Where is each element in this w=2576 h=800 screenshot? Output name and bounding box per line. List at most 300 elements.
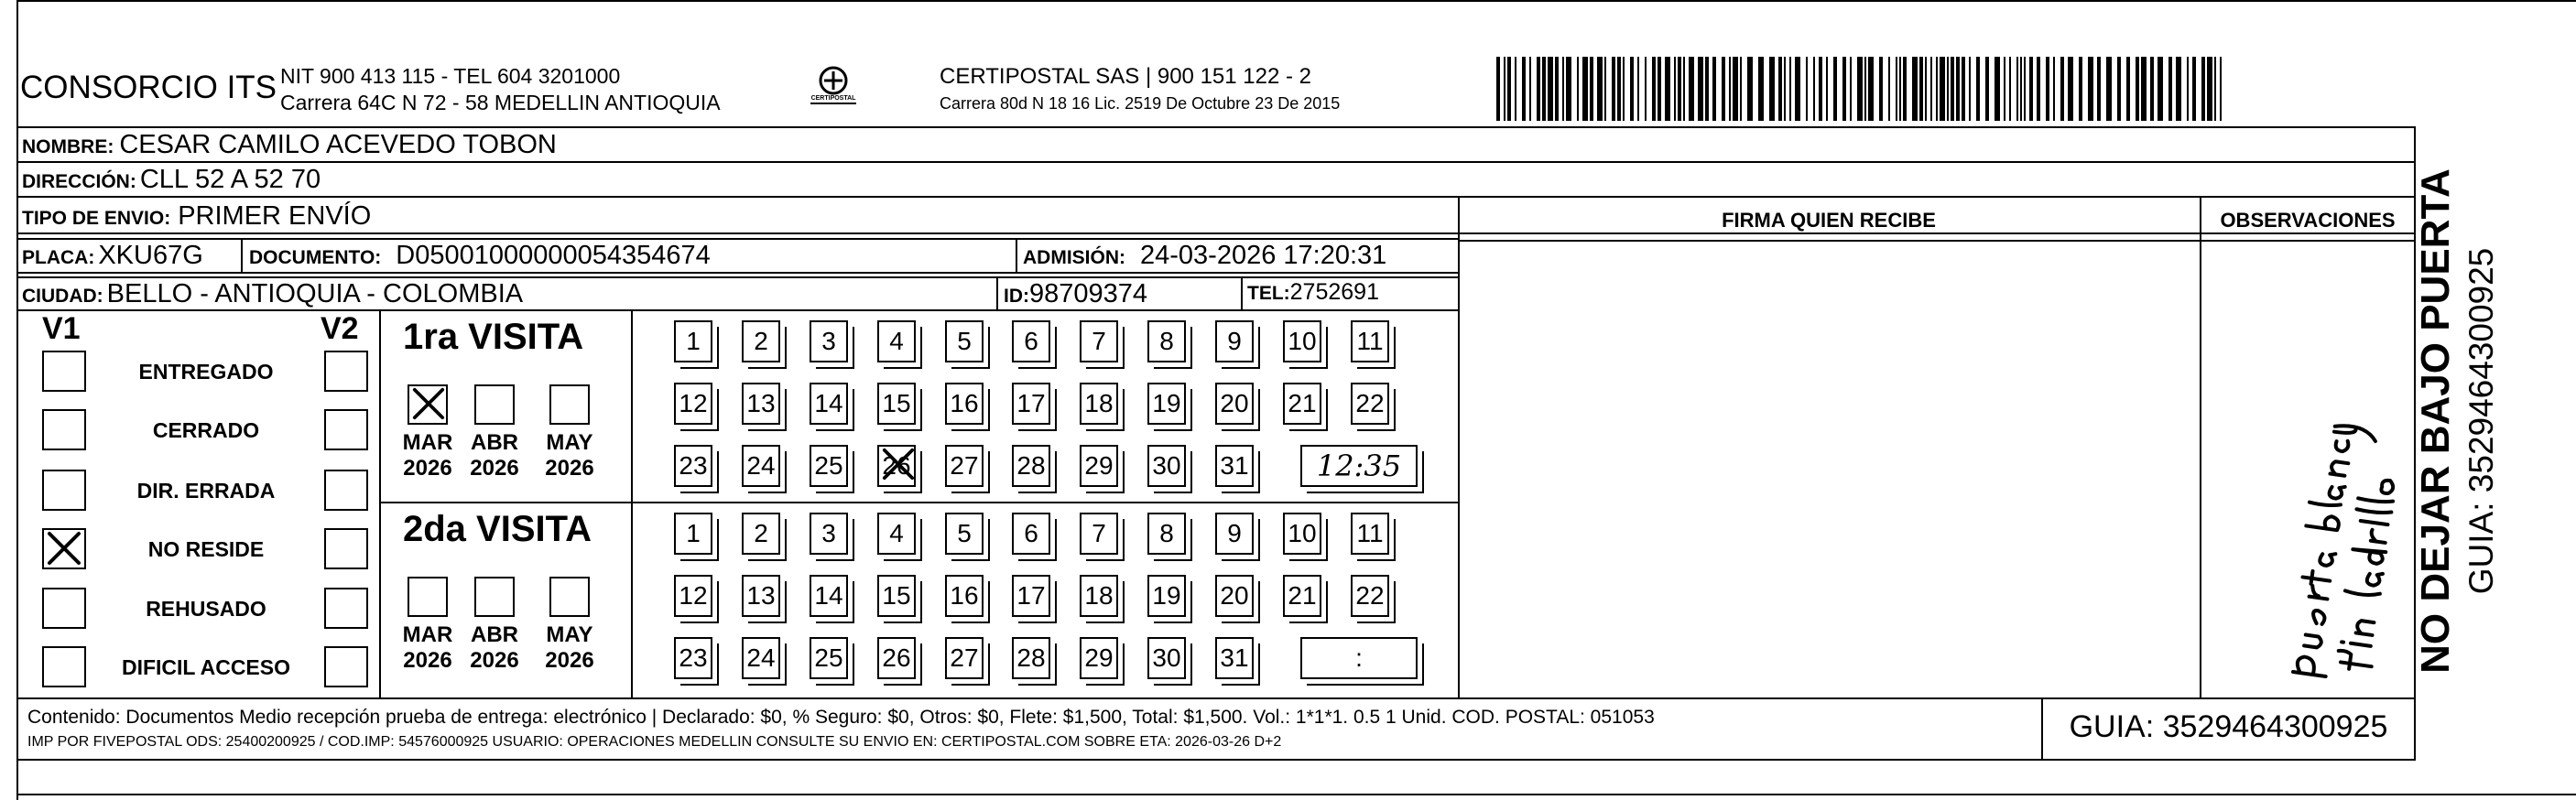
barcode-bar: [2046, 57, 2049, 121]
barcode-bar: [1548, 57, 1553, 121]
barcode-bar: [1925, 57, 1927, 121]
col-line: [1458, 198, 1460, 697]
id-label: ID:: [1004, 286, 1029, 307]
col-line: [1241, 276, 1243, 309]
barcode-bar: [1665, 57, 1670, 121]
month-label: [396, 430, 460, 481]
row-line: [16, 238, 1458, 240]
day-number: 2: [754, 327, 768, 355]
day-box[interactable]: [945, 320, 984, 362]
day-number: 19: [1152, 389, 1181, 417]
day-number: 14: [814, 581, 843, 610]
page-edge-bottom: [16, 794, 2576, 795]
side-guide: GUIA: 3529464300925: [2462, 247, 2500, 595]
document-label: DOCUMENTO:: [249, 247, 382, 268]
status-label: ENTREGADO: [138, 360, 274, 384]
address-label: DIRECCIÓN:: [22, 171, 136, 192]
barcode-bar: [1758, 57, 1764, 121]
barcode-bar: [1951, 57, 1954, 121]
barcode-bar: [2004, 57, 2005, 121]
day-number: 23: [679, 451, 708, 480]
barcode-bar: [1806, 57, 1808, 121]
day-box[interactable]: [1147, 383, 1186, 425]
barcode-bar: [2141, 57, 2147, 121]
barcode-bar: [1566, 57, 1571, 121]
barcode-bar: [1729, 57, 1731, 121]
barcode-bar: [2024, 57, 2026, 121]
barcode-bar: [1826, 57, 1828, 121]
barcode-bar: [1590, 57, 1593, 121]
day-number: 12: [679, 581, 708, 610]
visit-title: 1ra VISITA: [403, 317, 584, 357]
barcode-bar: [1537, 57, 1540, 121]
day-number: 25: [814, 643, 843, 672]
month-label: [396, 622, 460, 674]
check-mark-icon: [411, 386, 446, 421]
col-line: [241, 238, 243, 273]
month-name: MAY: [546, 622, 593, 647]
city-value: BELLO - ANTIOQUIA - COLOMBIA: [106, 279, 524, 308]
barcode-bar: [1582, 57, 1588, 121]
barcode-bar: [1597, 57, 1603, 121]
day-number: 11: [1356, 327, 1384, 355]
company-nit: NIT 900 413 115 - TEL 604 3201000: [280, 64, 621, 88]
barcode-bar: [1645, 57, 1647, 121]
day-box[interactable]: [810, 445, 848, 487]
day-number: 2: [754, 519, 768, 547]
side-text: [2413, 165, 2550, 677]
day-box[interactable]: [742, 445, 780, 487]
day-number: 29: [1084, 643, 1114, 672]
month-checkbox[interactable]: [474, 384, 515, 425]
barcode-bar: [1542, 57, 1546, 121]
barcode-bar: [2079, 57, 2082, 121]
barcode-bar: [2126, 57, 2130, 121]
day-box[interactable]: [810, 513, 848, 555]
barcode-bar: [1612, 57, 1615, 121]
day-box[interactable]: [742, 383, 780, 425]
day-number: 16: [950, 389, 979, 417]
day-number: 3: [821, 519, 836, 547]
day-number: 20: [1220, 389, 1249, 417]
day-number: 12: [679, 389, 708, 417]
col-line: [379, 309, 381, 697]
imp-line: IMP POR FIVEPOSTAL ODS: 25400200925 / COD.IMP: 54576000925 USUARIO: OPERACIONES MEDELLIN CONSULTE SU ENVIO EN: CERTIPOSTAL.COM SOBRE ETA: 2026-03-26 D+2: [27, 734, 1282, 750]
barcode-bar: [1868, 57, 1874, 121]
day-number: 10: [1288, 519, 1317, 547]
barcode-bar: [1778, 57, 1782, 121]
day-box[interactable]: [877, 513, 916, 555]
day-number: 30: [1152, 643, 1181, 672]
month-label: [462, 430, 527, 481]
month-name: ABR: [471, 622, 518, 647]
barcode-bar: [1833, 57, 1837, 121]
barcode-bar: [2020, 57, 2022, 121]
day-number: 15: [882, 581, 911, 610]
time-box[interactable]: [1300, 637, 1418, 679]
visit-title: 2da VISITA: [403, 509, 592, 549]
v1-checkbox[interactable]: [42, 470, 86, 511]
barcode-bar: [2158, 57, 2163, 121]
day-box[interactable]: [1147, 575, 1186, 617]
day-box[interactable]: [674, 383, 712, 425]
col-line: [996, 276, 998, 309]
month-name: ABR: [471, 430, 518, 455]
day-box[interactable]: [1080, 513, 1118, 555]
day-number: 24: [746, 643, 776, 672]
col-line: [1016, 238, 1017, 273]
barcode-bar: [2168, 57, 2172, 121]
day-box[interactable]: [810, 383, 848, 425]
col-line: [631, 309, 633, 697]
tel-label: TEL:: [1247, 283, 1290, 304]
day-box[interactable]: [1283, 575, 1321, 617]
month-checkbox[interactable]: [549, 577, 590, 617]
day-box[interactable]: [1351, 320, 1389, 362]
barcode-bar: [1976, 57, 1980, 121]
day-box[interactable]: [877, 637, 916, 679]
day-box[interactable]: [1012, 320, 1050, 362]
barcode-bar: [1930, 57, 1932, 121]
day-box[interactable]: [877, 320, 916, 362]
day-box[interactable]: [742, 637, 780, 679]
day-box[interactable]: [1147, 320, 1186, 362]
city-row: [22, 279, 523, 309]
barcode-bar: [1652, 57, 1656, 121]
barcode-bar: [1504, 57, 1505, 121]
day-box[interactable]: [1215, 513, 1254, 555]
day-number: 21: [1288, 389, 1317, 417]
v1-checkbox[interactable]: [42, 588, 86, 629]
month-name: MAR: [402, 430, 453, 455]
day-box[interactable]: [1215, 575, 1254, 617]
document-row: [249, 241, 711, 271]
day-box[interactable]: [877, 383, 916, 425]
barcode-bar: [1577, 57, 1579, 121]
day-number: 19: [1152, 581, 1181, 610]
day-number: 31: [1220, 451, 1249, 480]
barcode-bar: [1903, 57, 1907, 121]
day-box[interactable]: [1012, 513, 1050, 555]
carrier-license: Carrera 80d N 18 16 Lic. 2519 De Octubre 23 De 2015: [940, 94, 1341, 113]
barcode-bar: [1962, 57, 1965, 121]
day-box[interactable]: [1147, 637, 1186, 679]
visit-time: 12:35: [1316, 449, 1402, 483]
day-number: 17: [1016, 581, 1046, 610]
day-box[interactable]: [810, 320, 848, 362]
barcode-bar: [2088, 57, 2093, 121]
day-box[interactable]: [742, 320, 780, 362]
day-box[interactable]: [1283, 383, 1321, 425]
day-box[interactable]: [1147, 513, 1186, 555]
month-label: [538, 622, 602, 674]
row-line: [16, 697, 2416, 699]
v2-checkbox[interactable]: [324, 588, 368, 629]
barcode-bar: [2097, 57, 2101, 121]
barcode-bar: [2068, 57, 2073, 121]
v2-checkbox[interactable]: [324, 528, 368, 569]
day-box[interactable]: [742, 575, 780, 617]
barcode-bar: [1683, 57, 1685, 121]
v1-checkbox[interactable]: [42, 646, 86, 687]
day-box[interactable]: [1351, 575, 1389, 617]
barcode-bar: [2192, 57, 2196, 121]
status-label: CERRADO: [152, 418, 260, 442]
tel-row: [1247, 279, 1379, 306]
day-box[interactable]: [1215, 445, 1254, 487]
day-number: 9: [1227, 519, 1242, 547]
day-number: 25: [814, 451, 843, 480]
day-box[interactable]: [1012, 445, 1050, 487]
day-number: 15: [882, 389, 911, 417]
barcode-bar: [1896, 57, 1897, 121]
content-line: Contenido: Documentos Medio recepción prueba de entrega: electrónico | Declarado: $0, % Seguro: $0, Otros: $0, Flete: $1,500, Total: $1,500. Vol.: 1*1*1. 0.5 1 Unid. COD. POSTAL: 051053: [27, 707, 1655, 728]
barcode-bar: [2220, 57, 2222, 121]
month-year: 2026: [545, 456, 594, 481]
barcode-bar: [2053, 57, 2055, 121]
barcode-bar: [1864, 57, 1866, 121]
month-name: MAR: [402, 622, 453, 647]
day-box[interactable]: [1215, 320, 1254, 362]
day-box[interactable]: [1012, 383, 1050, 425]
day-box[interactable]: [1351, 513, 1389, 555]
day-number: 7: [1092, 519, 1106, 547]
v2-checkbox[interactable]: [324, 470, 368, 511]
day-number: 24: [746, 451, 776, 480]
barcode-bar: [1985, 57, 1989, 121]
day-number: 23: [679, 643, 708, 672]
barcode-bar: [2106, 57, 2112, 121]
day-number: 27: [950, 643, 979, 672]
time-box[interactable]: [1300, 445, 1418, 487]
carrier-name: CERTIPOSTAL SAS | 900 151 122 - 2: [940, 64, 1311, 89]
barcode-bar: [2009, 57, 2011, 121]
barcode-bar: [2117, 57, 2121, 121]
day-box[interactable]: [1012, 637, 1050, 679]
day-box[interactable]: [1283, 513, 1321, 555]
barcode-bar: [1740, 57, 1742, 121]
day-box[interactable]: [1012, 575, 1050, 617]
row-line: [16, 161, 2416, 163]
day-box[interactable]: [1080, 575, 1118, 617]
observations-handwriting: [2201, 242, 2416, 696]
month-checkbox[interactable]: [408, 384, 448, 425]
barcode-bar: [2201, 57, 2205, 121]
barcode-bar: [2016, 57, 2018, 121]
month-year: 2026: [403, 456, 452, 481]
day-number: 4: [889, 327, 904, 355]
month-checkbox[interactable]: [408, 577, 448, 617]
barcode-bar: [1555, 57, 1559, 121]
day-box[interactable]: [674, 575, 712, 617]
month-year: 2026: [403, 648, 452, 673]
day-number: 28: [1016, 451, 1046, 480]
v1-checkbox[interactable]: [42, 351, 86, 392]
barcode-bar: [1994, 57, 2000, 121]
admission-value: 24-03-2026 17:20:31: [1140, 241, 1387, 270]
barcode-bar: [1850, 57, 1852, 121]
day-number: 13: [746, 581, 776, 610]
day-box[interactable]: [877, 575, 916, 617]
barcode-bar: [1784, 57, 1786, 121]
day-number: 5: [957, 327, 972, 355]
day-number: 30: [1152, 451, 1181, 480]
barcode-bar: [1819, 57, 1822, 121]
day-box[interactable]: [1080, 637, 1118, 679]
day-number: 3: [821, 327, 836, 355]
no-dejar-warning: NO DEJAR BAJO PUERTA: [2413, 168, 2458, 674]
barcode-bar: [2029, 57, 2033, 121]
barcode-bar: [1936, 57, 1938, 121]
id-row: [1004, 279, 1147, 309]
day-number: 5: [957, 519, 972, 547]
v2-checkbox[interactable]: [324, 646, 368, 687]
day-box[interactable]: [810, 637, 848, 679]
recipient-address: CLL 52 A 52 70: [139, 165, 321, 194]
day-number: 8: [1159, 519, 1174, 547]
day-number: 16: [950, 581, 979, 610]
day-box[interactable]: [945, 575, 984, 617]
barcode-bar: [1722, 57, 1725, 121]
month-year: 2026: [545, 648, 594, 673]
visit-time: :: [1355, 643, 1363, 672]
barcode-bar: [1529, 57, 1531, 121]
barcode-bar: [2187, 57, 2189, 121]
v1-checkbox[interactable]: [42, 528, 86, 569]
day-box[interactable]: [742, 513, 780, 555]
day-box[interactable]: [674, 445, 712, 487]
page-edge-top: [16, 0, 2576, 2]
certipostal-logo-text: CERTIPOSTAL: [810, 95, 856, 102]
barcode-bar: [2214, 57, 2216, 121]
admission-label: ADMISIÓN:: [1023, 247, 1125, 268]
id-value: 98709374: [1029, 279, 1148, 308]
check-mark-icon: [46, 530, 82, 567]
day-number: 26: [882, 451, 911, 480]
day-number: 10: [1288, 327, 1317, 355]
month-label: [462, 622, 527, 674]
observations-header: OBSERVACIONES: [2220, 209, 2396, 232]
barcode-bar: [1698, 57, 1703, 121]
day-box[interactable]: [1215, 637, 1254, 679]
day-number: 17: [1016, 389, 1046, 417]
barcode-bar: [1747, 57, 1753, 121]
v2-checkbox[interactable]: [324, 351, 368, 392]
day-box[interactable]: [1080, 320, 1118, 362]
month-checkbox[interactable]: [549, 384, 590, 425]
day-number: 29: [1084, 451, 1114, 480]
day-box[interactable]: [674, 637, 712, 679]
row-line: [16, 232, 2416, 234]
v1-checkbox[interactable]: [42, 409, 86, 450]
day-box[interactable]: [877, 445, 916, 487]
name-label: NOMBRE:: [22, 136, 114, 157]
day-number: 26: [882, 643, 911, 672]
barcode-bar: [2150, 57, 2154, 121]
row-line: [16, 309, 1458, 311]
day-number: 6: [1024, 519, 1038, 547]
day-number: 28: [1016, 643, 1046, 672]
day-box[interactable]: [1080, 383, 1118, 425]
day-box[interactable]: [1283, 320, 1321, 362]
day-number: 20: [1220, 581, 1249, 610]
month-year: 2026: [470, 648, 519, 673]
check-mark-icon: [881, 447, 916, 481]
signature-header: FIRMA QUIEN RECIBE: [1722, 209, 1936, 232]
day-box[interactable]: [674, 513, 712, 555]
row-line: [379, 502, 1458, 503]
day-box[interactable]: [810, 575, 848, 617]
barcode-bar: [1813, 57, 1815, 121]
address-row: [22, 165, 321, 195]
day-box[interactable]: [674, 320, 712, 362]
day-box[interactable]: [1147, 445, 1186, 487]
barcode-bar: [2037, 57, 2040, 121]
barcode-bar: [1496, 57, 1500, 121]
month-name: MAY: [546, 430, 593, 455]
month-year: 2026: [470, 456, 519, 481]
barcode-bar: [1947, 57, 1949, 121]
barcode-bar: [1507, 57, 1511, 121]
barcode-bar: [1857, 57, 1863, 121]
day-box[interactable]: [945, 513, 984, 555]
day-box[interactable]: [1351, 383, 1389, 425]
day-number: 6: [1024, 327, 1038, 355]
plate-value: XKU67G: [98, 241, 203, 270]
day-box[interactable]: [1215, 383, 1254, 425]
barcode-bar: [1562, 57, 1564, 121]
recipient-name: CESAR CAMILO ACEVEDO TOBON: [119, 130, 557, 159]
barcode-bar: [1522, 57, 1526, 121]
barcode-bar: [1515, 57, 1516, 121]
month-checkbox[interactable]: [474, 577, 515, 617]
barcode-bar: [1637, 57, 1639, 121]
type-row: [22, 201, 371, 232]
row-line: [16, 272, 1458, 274]
status-label: REHUSADO: [146, 597, 266, 621]
barcode-bar: [1879, 57, 1883, 121]
v2-header: V2: [321, 311, 359, 346]
tel-value: 2752691: [1289, 279, 1379, 305]
day-box[interactable]: [1080, 445, 1118, 487]
month-label: [538, 430, 602, 481]
day-box[interactable]: [945, 637, 984, 679]
day-box[interactable]: [945, 383, 984, 425]
day-box[interactable]: [945, 445, 984, 487]
certipostal-logo: [806, 62, 861, 117]
day-number: 1: [686, 327, 701, 355]
barcode-bar: [1940, 57, 1945, 121]
barcode-bar: [2136, 57, 2139, 121]
row-line: [16, 196, 2416, 198]
day-number: 22: [1355, 389, 1385, 417]
day-number: 13: [746, 389, 776, 417]
name-row: [22, 130, 557, 160]
barcode-bar: [1658, 57, 1661, 121]
barcode-bar: [1604, 57, 1606, 121]
barcode-bar: [2176, 57, 2181, 121]
barcode-bar: [1769, 57, 1775, 121]
barcode-bar: [1899, 57, 1901, 121]
shipment-type: PRIMER ENVÍO: [178, 201, 372, 231]
day-number: 9: [1227, 327, 1242, 355]
day-number: 4: [889, 519, 904, 547]
barcode-bar: [1630, 57, 1634, 121]
type-label: TIPO DE ENVIO:: [22, 208, 171, 229]
v2-checkbox[interactable]: [324, 409, 368, 450]
barcode-bar: [1705, 57, 1709, 121]
plate-row: [22, 241, 203, 271]
